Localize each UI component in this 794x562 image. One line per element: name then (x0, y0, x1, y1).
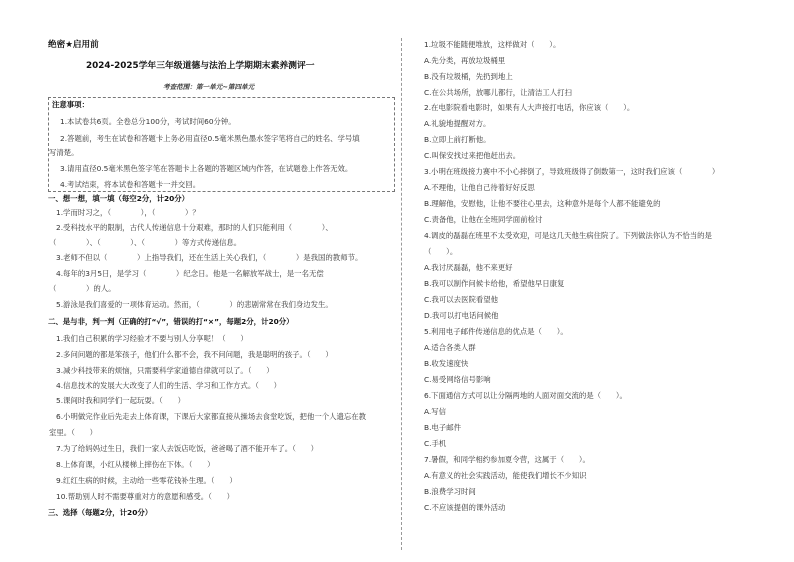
question-line: 室里。（ ） (49, 428, 98, 437)
question-line: 6.下面通信方式可以让分隔两地的人面对面交流的是（ ）。 (424, 391, 627, 400)
option-line: B.没有垃圾桶，先扔到地上 (424, 72, 513, 81)
question-line: 3.减少科技带来的烦恼，只需要科学家道德自律就可以了。（ ） (56, 366, 274, 375)
option-line: C.手机 (424, 439, 447, 448)
question-line: 5.利用电子邮件传递信息的优点是（ ）。 (424, 327, 568, 336)
question-line: 7.为了给妈妈过生日，我们一家人去饭店吃饭，爸爸喝了酒不能开车了。（ ） (56, 444, 319, 453)
question-line: 4.信息技术的发展大大改变了人们的生活、学习和工作方式。（ ） (56, 381, 282, 390)
question-line: 4.调皮的磊磊在班里不太受欢迎，可是这几天他生病住院了。下列做法你认为不恰当的是 (424, 231, 712, 240)
option-line: B.收发速度快 (424, 359, 469, 368)
question-line: 3.小明在班级接力赛中不小心摔倒了，导致班级得了倒数第一，这时我们应该（ ） (424, 167, 720, 176)
option-line: C.不应该提倡的课外活动 (424, 503, 506, 512)
option-line: A.先分类，再放垃圾桶里 (424, 56, 506, 65)
question-line: 2.受科技水平的限制，古代人传递信息十分艰难，那时的人们只能利用（ ）、 (56, 223, 333, 232)
option-line: B.立即上前打断他。 (424, 135, 491, 144)
question-line: 8.上体育课，小红从楼梯上摔伤在下体。（ ） (56, 460, 215, 469)
option-line: A.写信 (424, 407, 447, 416)
section2-heading: 二、是与非，判一判（正确的打“√”，错误的打“×”，每题2分，计20分） (48, 317, 294, 326)
question-line: 5.课间时我和同学们一起玩耍。（ ） (56, 396, 185, 405)
question-line: 9.红红生病的时候，主动给一些零花钱补生理。（ ） (56, 476, 237, 485)
question-line: （ ）。 (424, 247, 458, 256)
secret-label: 绝密★启用前 (48, 40, 99, 50)
option-line: A.礼貌地提醒对方。 (424, 119, 491, 128)
question-line: 1.垃圾不能随便堆放，这样做对（ ）。 (424, 40, 561, 49)
column-divider (401, 38, 402, 550)
section3-heading: 三、选择（每题2分，计20分） (48, 508, 153, 517)
notice-item: 2.答题前，考生在试卷和答题卡上务必用直径0.5毫米黑色墨水签字笔将自己的姓名、学号填 (60, 134, 360, 143)
exam-scope: 考查范围：第一单元~第四单元 (163, 83, 255, 91)
option-line: A.有意义的社会实践活动，能使我们增长不少知识 (424, 471, 587, 480)
option-line: C.在公共场所，放哪儿都行，让清洁工人打扫 (424, 88, 572, 97)
notice-item: 3.请用直径0.5毫米黑色签字笔在答题卡上各题的答题区域内作答，在试题卷上作答无效。 (60, 164, 353, 173)
question-line: 2.在电影院看电影时，如果有人大声接打电话，你应该（ ）。 (424, 103, 635, 112)
option-line: C.责备他，让他在全班同学面前检讨 (424, 215, 543, 224)
option-line: B.电子邮件 (424, 423, 461, 432)
question-line: 6.小明做完作业后先走去上体育课，下课后大家都直接从操场去食堂吃饭，把他一个人遗忘在教 (56, 412, 367, 421)
option-line: A.我讨厌磊磊，他不来更好 (424, 263, 513, 272)
option-line: D.我可以打电话问候他 (424, 311, 499, 320)
question-line: 1.学而时习之，（ ），（ ）？ (56, 208, 200, 217)
option-line: C.叫保安找过来把他赶出去。 (424, 151, 521, 160)
option-line: C.易受网络信号影响 (424, 375, 491, 384)
question-line: 10.帮助别人时不需要尊重对方的意愿和感受。（ ） (56, 492, 235, 501)
question-line: （ ）的人。 (49, 284, 116, 293)
question-line: （ ）、（ ）、（ ）等方式传递信息。 (49, 238, 242, 247)
option-line: B.浪费学习时间 (424, 487, 476, 496)
notice-item: 4.考试结束，将本试卷和答题卡一并交回。 (60, 180, 201, 189)
question-line: 2.多问问题的都是笨孩子，他们什么都不会，我不问问题，我是聪明的孩子。（ ） (56, 350, 333, 359)
notice-box (48, 97, 395, 192)
exam-title: 2024-2025学年三年级道德与法治上学期期末素养测评一 (86, 61, 315, 71)
notice-item: 写清楚。 (49, 148, 79, 157)
option-line: B.理解他，安慰他，让他不要往心里去，这种意外是每个人都不能避免的 (424, 199, 661, 208)
option-line: C.我可以去医院看望他 (424, 295, 499, 304)
question-line: 3.老师不但以（ ）上指导我们，还在生活上关心我们，（ ）是我国的教师节。 (56, 253, 363, 262)
question-line: 7.暑假，和同学相约参加夏令营，这属于（ ）。 (424, 455, 590, 464)
option-line: A.不理他，让他自己待着好好反思 (424, 183, 535, 192)
notice-heading: 注意事项： (52, 100, 89, 109)
option-line: A.适合各类人群 (424, 343, 476, 352)
notice-item: 1.本试卷共6页。全卷总分100分，考试时间60分钟。 (60, 117, 236, 126)
question-line: 4.每年的3月5日，是学习（ ）纪念日。他是一名解放军战士，是一名无偿 (56, 269, 324, 278)
question-line: 1.我们自己积累的学习经验才不要与别人分享呢！（ ） (56, 334, 248, 343)
section1-heading: 一、想一想，填一填（每空2分，计20分） (48, 194, 190, 203)
question-line: 5.游泳是我们喜爱的一项体育运动。然而，（ ）的悲剧常常在我们身边发生。 (56, 300, 333, 309)
option-line: B.我可以制作问候卡给他，希望他早日康复 (424, 279, 565, 288)
